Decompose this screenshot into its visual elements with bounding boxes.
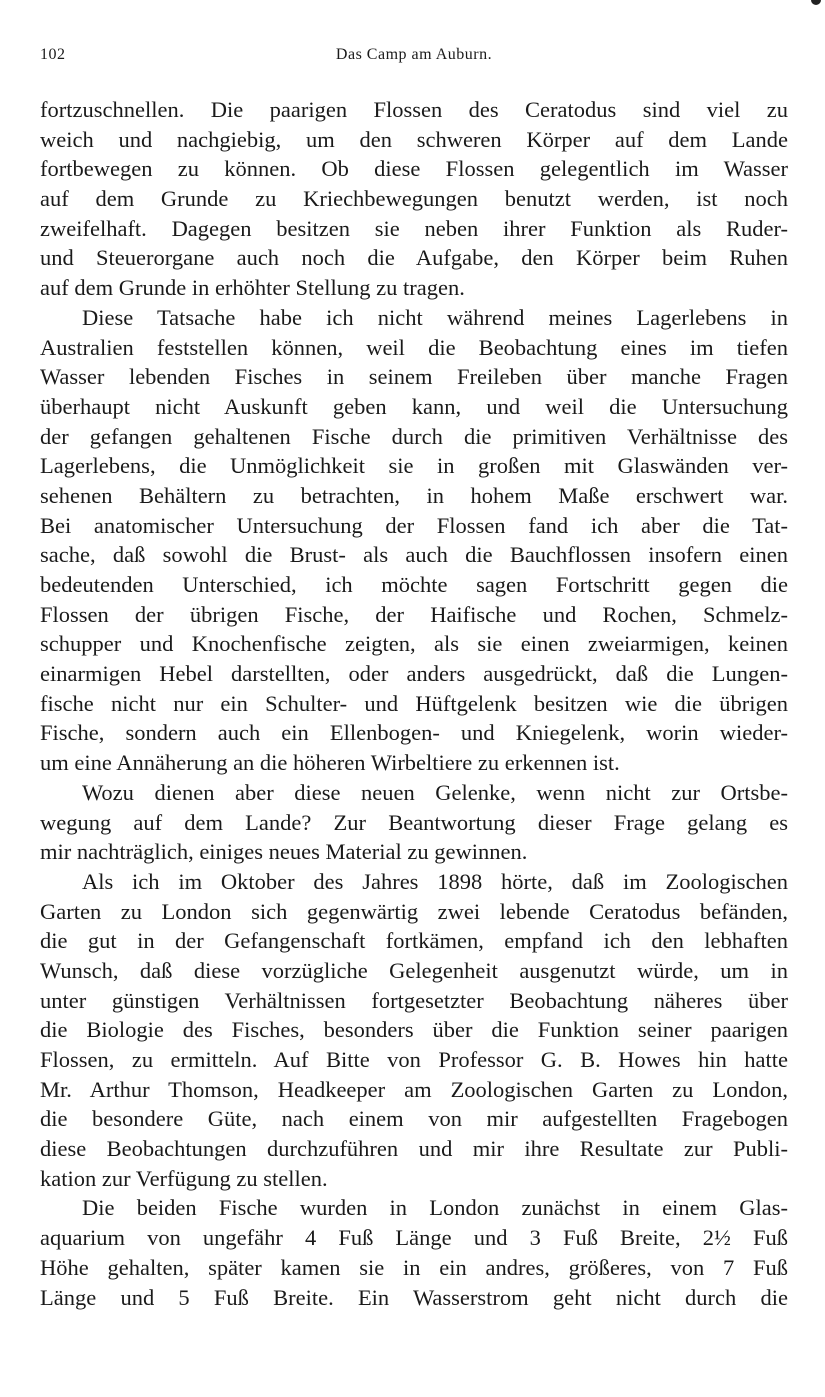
text-line: auf dem Grunde in erhöhter Stellung zu tragen. xyxy=(40,275,465,301)
text-line: Australien feststellen können, weil die Beobachtung eines im tiefen xyxy=(40,334,788,360)
text-line: überhaupt nicht Auskunft geben kann, und weil die Untersuchung xyxy=(40,393,788,419)
text-line: zweifelhaft. Dagegen besitzen sie neben ihrer Funktion als Ruder- xyxy=(40,215,788,241)
text-line: Wunsch, daß diese vorzügliche Gelegenheit ausgenutzt würde, um in xyxy=(40,957,788,983)
text-line: die besondere Güte, nach einem von mir aufgestellten Fragebogen xyxy=(40,1106,788,1132)
text-line: Bei anatomischer Untersuchung der Flossen fand ich aber die Tat- xyxy=(40,512,788,538)
text-line: bedeutenden Unterschied, ich möchte sagen Fortschritt gegen die xyxy=(40,572,788,597)
text-line: Mr. Arthur Thomson, Headkeeper am Zoologischen Garten zu London, xyxy=(40,1076,788,1102)
text-line: einarmigen Hebel darstellten, oder anders ausgedrückt, daß die Lungen- xyxy=(40,661,788,687)
text-line: um eine Annäherung an die höheren Wirbeltiere zu erkennen ist. xyxy=(40,750,620,776)
page-header xyxy=(40,46,788,72)
text-line: der gefangen gehaltenen Fische durch die primitiven Verhältnisse des xyxy=(40,423,788,449)
text-line: Fische, sondern auch ein Ellenbogen- und Kniegelenk, worin wieder- xyxy=(40,720,788,746)
text-line: Lagerlebens, die Unmöglichkeit sie in großen mit Glaswänden ver- xyxy=(40,453,788,479)
text-line: Als ich im Oktober des Jahres 1898 hörte, daß im Zoologischen xyxy=(82,868,788,894)
text-line: Wasser lebenden Fisches in seinem Freileben über manche Fragen xyxy=(40,364,788,390)
text-line: mir nachträglich, einiges neues Material zu gewinnen. xyxy=(40,839,528,865)
text-line: sehenen Behältern zu betrachten, in hohem Maße erschwert war. xyxy=(40,482,788,508)
text-line: schupper und Knochenfische zeigten, als sie einen zweiarmigen, keinen xyxy=(40,631,788,657)
body-text xyxy=(40,95,788,1312)
text-line: und Steuerorgane auch noch die Aufgabe, den Körper beim Ruhen xyxy=(40,245,788,271)
page-number: 102 xyxy=(40,46,66,63)
text-line: auf dem Grunde zu Kriechbewegungen benutzt werden, ist noch xyxy=(40,186,788,212)
text-line: kation zur Verfügung zu stellen. xyxy=(40,1165,328,1191)
text-line: fortbewegen zu können. Ob diese Flossen gelegentlich im Wasser xyxy=(40,156,788,182)
text-line: Flossen, zu ermitteln. Auf Bitte von Professor G. B. Howes hin hatte xyxy=(40,1047,788,1072)
text-line: Flossen der übrigen Fische, der Haifische und Rochen, Schmelz- xyxy=(40,601,788,627)
text-line: Höhe gehalten, später kamen sie in ein andres, größeres, von 7 Fuß xyxy=(40,1254,788,1280)
text-line: fortzuschnellen. Die paarigen Flossen des Ceratodus sind viel zu xyxy=(40,97,788,122)
text-line: aquarium von ungefähr 4 Fuß Länge und 3 Fuß Breite, 2½ Fuß xyxy=(40,1225,788,1251)
corner-ink-mark xyxy=(811,0,821,5)
text-line: Länge und 5 Fuß Breite. Ein Wasserstrom geht nicht durch die xyxy=(40,1284,788,1310)
text-line: Wozu dienen aber diese neuen Gelenke, wenn nicht zur Ortsbe- xyxy=(82,779,788,805)
text-line: Die beiden Fische wurden in London zunächst in einem Glas- xyxy=(82,1195,788,1221)
text-line: weich und nachgiebig, um den schweren Körper auf dem Lande xyxy=(40,126,788,152)
text-line: wegung auf dem Lande? Zur Beantwortung dieser Frage gelang es xyxy=(40,809,788,835)
text-line: sache, daß sowohl die Brust- als auch die Bauchflossen insofern einen xyxy=(40,542,788,568)
text-line: Diese Tatsache habe ich nicht während meines Lagerlebens in xyxy=(82,304,788,330)
text-line: die Biologie des Fisches, besonders über die Funktion seiner paarigen xyxy=(40,1017,788,1043)
text-line: Garten zu London sich gegenwärtig zwei lebende Ceratodus befänden, xyxy=(40,898,788,924)
running-title: Das Camp am Auburn. xyxy=(335,46,493,63)
text-line: unter günstigen Verhältnissen fortgesetzter Beobachtung näheres über xyxy=(40,987,788,1013)
text-line: die gut in der Gefangenschaft fortkämen, empfand ich den lebhaften xyxy=(40,928,788,954)
text-line: fische nicht nur ein Schulter- und Hüftgelenk besitzen wie die übrigen xyxy=(40,690,788,716)
text-line: diese Beobachtungen durchzuführen und mir ihre Resultate zur Publi- xyxy=(40,1136,788,1162)
